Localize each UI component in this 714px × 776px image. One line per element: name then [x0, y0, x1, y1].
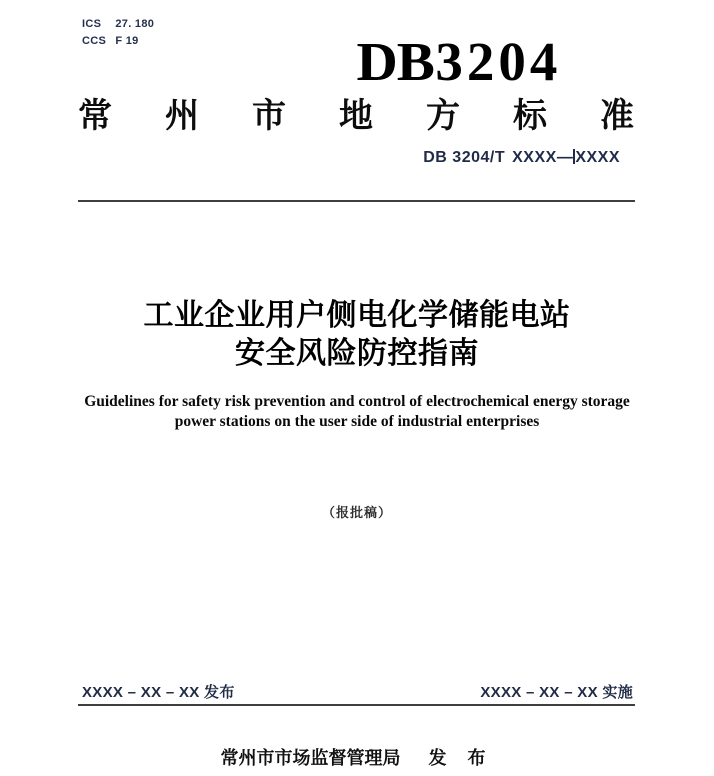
document-title — [0, 297, 714, 373]
title-line-1: 工业企业用户侧电化学储能电站 — [143, 299, 571, 332]
dates-row — [82, 681, 633, 702]
standard-type-char: 地 — [339, 97, 373, 135]
implement-date: XXXX – XX – XX 实施 — [480, 684, 633, 701]
standard-type-char: 标 — [513, 97, 547, 135]
ics-label: ICS — [82, 18, 102, 30]
draft-status-note: （报批稿） — [321, 505, 392, 520]
standard-number-prefix: XXXX— — [512, 149, 574, 166]
db-logo-letters: DB — [356, 31, 434, 92]
standard-number-suffix: XXXX — [575, 149, 620, 166]
ccs-label: CCS — [82, 35, 107, 47]
standard-type-row — [78, 98, 634, 134]
issue-date: XXXX – XX – XX 发布 — [82, 684, 235, 701]
ics-code — [82, 16, 154, 33]
header-divider-line — [78, 200, 635, 202]
ccs-code — [82, 33, 154, 50]
standard-type-char: 方 — [426, 97, 460, 135]
english-subtitle-line-1: Guidelines for safety risk prevention and control of electrochemical energy storage — [84, 393, 630, 410]
publisher-row — [0, 744, 714, 770]
standard-type-char: 常 — [78, 97, 112, 135]
standard-type-char: 准 — [600, 97, 634, 135]
footer-divider-line — [78, 704, 635, 706]
db-logo-code: 3204 — [435, 31, 562, 92]
classification-codes — [82, 16, 154, 50]
standard-number-label: DB 3204/T — [423, 149, 506, 166]
standard-type-char: 州 — [165, 97, 199, 135]
ccs-value: F 19 — [115, 35, 139, 47]
title-line-2: 安全风险防控指南 — [235, 337, 479, 370]
english-subtitle-line-2: power stations on the user side of industrial enterprises — [174, 413, 540, 430]
english-subtitle — [0, 392, 714, 432]
db3204-logo — [356, 31, 562, 92]
ics-value: 27. 180 — [115, 18, 155, 30]
standard-type-char: 市 — [252, 97, 286, 135]
publish-label: 发 布 — [428, 748, 494, 768]
standard-number — [423, 149, 620, 167]
publisher-name: 常州市市场监督管理局 — [220, 748, 401, 768]
